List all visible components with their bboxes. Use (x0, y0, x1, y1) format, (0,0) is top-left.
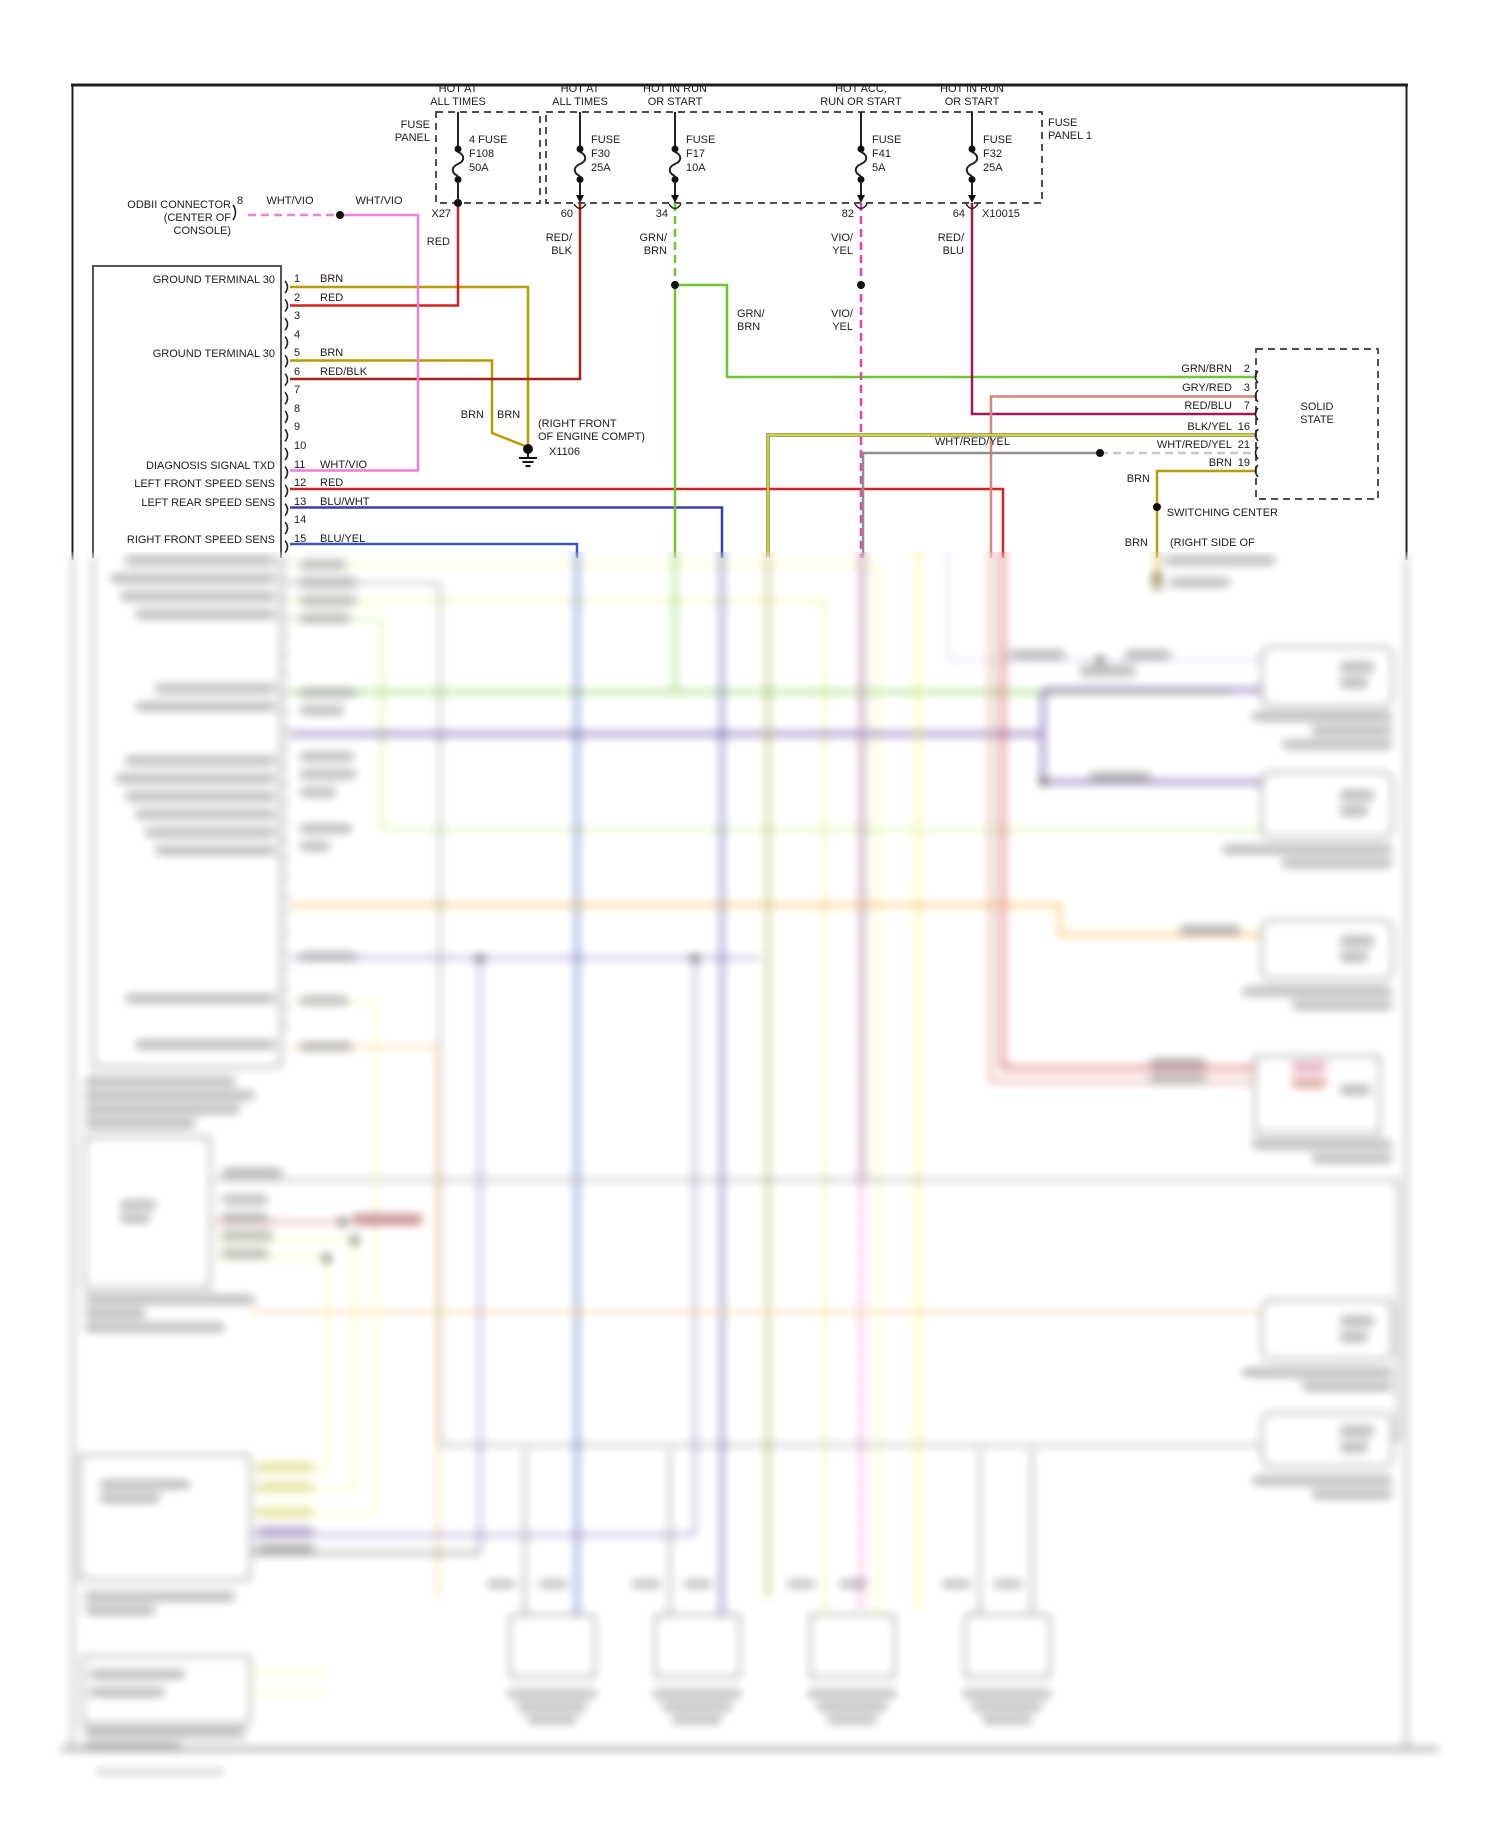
wire-color-label: BRN (320, 347, 344, 360)
fuse-amps: 25A (983, 162, 1003, 174)
pin-number: 21 (1237, 439, 1250, 451)
right-side-of-label: (RIGHT SIDE OF (1170, 537, 1255, 549)
wire-color-label: GRY/RED (1182, 382, 1232, 394)
wire-color-label: BRN (1208, 457, 1232, 469)
fuse-terminal: 82 (841, 208, 854, 220)
pin-bracket (285, 392, 288, 404)
fuse-name: FUSE (591, 134, 621, 146)
connector-pin-label: RIGHT FRONT SPEED SENS (126, 533, 275, 546)
fuse-terminal-id: X10015 (982, 208, 1020, 220)
arrow-down-icon (576, 195, 584, 203)
wire-color-label: GRN/ (639, 232, 667, 244)
pin-bracket (1256, 447, 1259, 459)
ground-symbol-x1106 (519, 445, 537, 466)
schematic-blurred-content (0, 552, 1500, 1828)
pin-number: 3 (1243, 382, 1250, 394)
fuse-dot (455, 146, 462, 153)
pin-bracket (285, 541, 288, 553)
grnbrn-lower-label: GRN/ BRN (737, 308, 765, 333)
wire-color-label: BLU/YEL (320, 532, 366, 545)
brn-ground-label-2: BRN (497, 409, 521, 421)
pin-number: 12 (294, 477, 307, 490)
pin-bracket (285, 374, 288, 386)
fuse-terminal: 64 (952, 208, 965, 220)
pin-bracket (285, 337, 288, 349)
wire-color-label: BRN (320, 273, 344, 285)
fuse-amps: 50A (469, 162, 489, 174)
pin-number: 5 (294, 347, 301, 360)
fuse-dot (672, 176, 679, 183)
pin-bracket (285, 355, 288, 367)
fuse-panel-label: FUSE PANEL (394, 119, 430, 144)
fuse-terminal: 60 (560, 208, 573, 220)
pin-bracket (1256, 408, 1259, 420)
connector-pin-label: LEFT FRONT SPEED SENS (134, 478, 275, 491)
pin-number: 13 (294, 495, 307, 508)
pin-number: 9 (294, 421, 301, 434)
pin-bracket (285, 448, 288, 460)
wire-color-label: BLU/WHT (320, 495, 370, 508)
wire-color-label: YEL (832, 245, 853, 257)
pin-bracket (285, 467, 288, 479)
connector-pin-label: LEFT REAR SPEED SENS (141, 496, 275, 509)
fuse-element-icon (453, 152, 464, 176)
fuse-dot (969, 176, 976, 183)
pin-number: 8 (294, 402, 301, 415)
hot-label: ALL TIMES (430, 96, 486, 108)
fuse-id: F32 (983, 148, 1002, 160)
arrow-down-icon (968, 195, 976, 203)
wire-whtredyel-solid (863, 453, 1100, 558)
pin-number: 3 (294, 310, 301, 323)
solid-state-label: SOLID STATE (1300, 401, 1334, 426)
whtredyel-left-label: WHT/RED/YEL (934, 436, 1010, 448)
switching-center-caption: SWITCHING CENTER (1166, 507, 1278, 519)
fuse-dot (858, 176, 865, 183)
fuse-id: F108 (469, 148, 495, 160)
fuse-panel-1-box (546, 112, 1042, 203)
fuse-element-icon (967, 152, 978, 176)
fuse-amps: 10A (686, 162, 706, 174)
obd-connector-label: ODBII CONNECTOR (CENTER OF CONSOLE) (127, 199, 231, 237)
pin-number: 2 (294, 291, 301, 304)
brn19-label: BRN (1126, 473, 1150, 485)
fuse-panel-1-label: FUSE PANEL 1 (1048, 117, 1093, 142)
fuse-name: FUSE (872, 134, 902, 146)
whtvio-label-1: WHT/VIO (266, 195, 314, 207)
fuse-amps: 25A (591, 162, 611, 174)
pin-number: 7 (294, 384, 301, 397)
fuse-terminal: X27 (431, 208, 451, 220)
pin-number: 16 (1237, 421, 1250, 433)
hot-label: OR START (647, 96, 703, 108)
pin-number: 11 (294, 458, 306, 471)
pin-number: 10 (294, 439, 307, 452)
pin-bracket (285, 318, 288, 330)
fuse-name: FUSE (983, 134, 1013, 146)
fuse-id: F41 (872, 148, 891, 160)
connector-pin-label: GROUND TERMINAL 30 (152, 348, 275, 361)
hot-label: RUN OR START (820, 96, 902, 108)
fuse-dot (969, 146, 976, 153)
wire-color-label: BLU (942, 245, 964, 257)
fuse-name: 4 FUSE (469, 134, 508, 146)
fuse-dot (672, 146, 679, 153)
wire-red-pin12 (290, 489, 1003, 558)
wire-color-label: BLK (551, 245, 572, 257)
fuse-dot (577, 176, 584, 183)
wire-color-label: RED (320, 477, 344, 490)
hot-label: ALL TIMES (552, 96, 608, 108)
pin-bracket (285, 485, 288, 497)
fuse-name: FUSE (686, 134, 716, 146)
brn-ground-label-1: BRN (460, 409, 484, 421)
hot-label: HOT ACC, (835, 83, 887, 95)
hot-label: HOT AT (438, 83, 478, 95)
wire-color-label: RED/BLK (320, 365, 368, 378)
fuse-dot (577, 146, 584, 153)
vioyel-lower-label: VIO/ YEL (830, 308, 853, 333)
abs-control-module-box (93, 266, 281, 558)
pin-bracket (285, 411, 288, 423)
obd-pin-number: 8 (237, 195, 244, 207)
engine-compt-label: (RIGHT FRONT OF ENGINE COMPT) (538, 418, 645, 443)
wire-color-label: VIO/ (830, 232, 853, 244)
pin-number: 1 (294, 273, 301, 285)
hot-label: OR START (944, 96, 1000, 108)
wire-color-label: BRN (643, 245, 667, 257)
pin-bracket (285, 300, 288, 312)
fuse-id: F30 (591, 148, 610, 160)
hot-label: HOT AT (560, 83, 600, 95)
arrow-down-icon (671, 195, 679, 203)
wire-color-label: GRN/BRN (1181, 363, 1232, 375)
hot-label: HOT IN RUN (940, 83, 1004, 95)
whtvio-label-2: WHT/VIO (355, 195, 403, 207)
pin-number: 14 (294, 514, 307, 527)
fuse-element-icon (856, 152, 867, 176)
ground-id-label: X1106 (549, 446, 580, 458)
pin-bracket (285, 281, 288, 293)
pin-number: 15 (294, 532, 307, 545)
blurred-diagram-region (0, 552, 1500, 1828)
fuse-element-icon (670, 152, 681, 176)
pin-number: 7 (1243, 400, 1250, 412)
wire-color-label: RED/ (937, 232, 964, 244)
wire-whtvio-solid (290, 215, 418, 471)
wire-color-label: BLK/YEL (1187, 421, 1232, 433)
obd-pin-bracket (233, 205, 236, 220)
pin-number: 19 (1237, 457, 1250, 469)
fuse-amps: 5A (872, 162, 886, 174)
fuse-terminal: 34 (655, 208, 668, 220)
fuse-element-icon (575, 152, 586, 176)
fuse-id: F17 (686, 148, 705, 160)
hot-label: HOT IN RUN (643, 83, 707, 95)
pin-number: 4 (294, 328, 301, 341)
junction-dots (336, 199, 1161, 511)
fuse-dot (858, 146, 865, 153)
wire-color-label: WHT/VIO (320, 458, 368, 471)
arrow-down-icon (857, 195, 865, 203)
wire-color-label: RED/BLU (1184, 400, 1232, 412)
pin-bracket (285, 504, 288, 516)
pin-bracket (285, 522, 288, 534)
brn-lower-label: BRN (1124, 537, 1148, 549)
wire-color-label: RED (320, 291, 344, 304)
pin-number: 6 (294, 365, 301, 378)
pin-number: 2 (1243, 363, 1250, 375)
wire-color-label: RED (426, 236, 450, 248)
wire-color-label: RED/ (545, 232, 572, 244)
connector-pin-label: GROUND TERMINAL 30 (152, 274, 275, 286)
wire-color-label: WHT/RED/YEL (1156, 439, 1232, 451)
fuse-dot (455, 176, 462, 183)
pin-bracket (285, 429, 288, 441)
connector-pin-label: DIAGNOSIS SIGNAL TXD (146, 459, 275, 472)
